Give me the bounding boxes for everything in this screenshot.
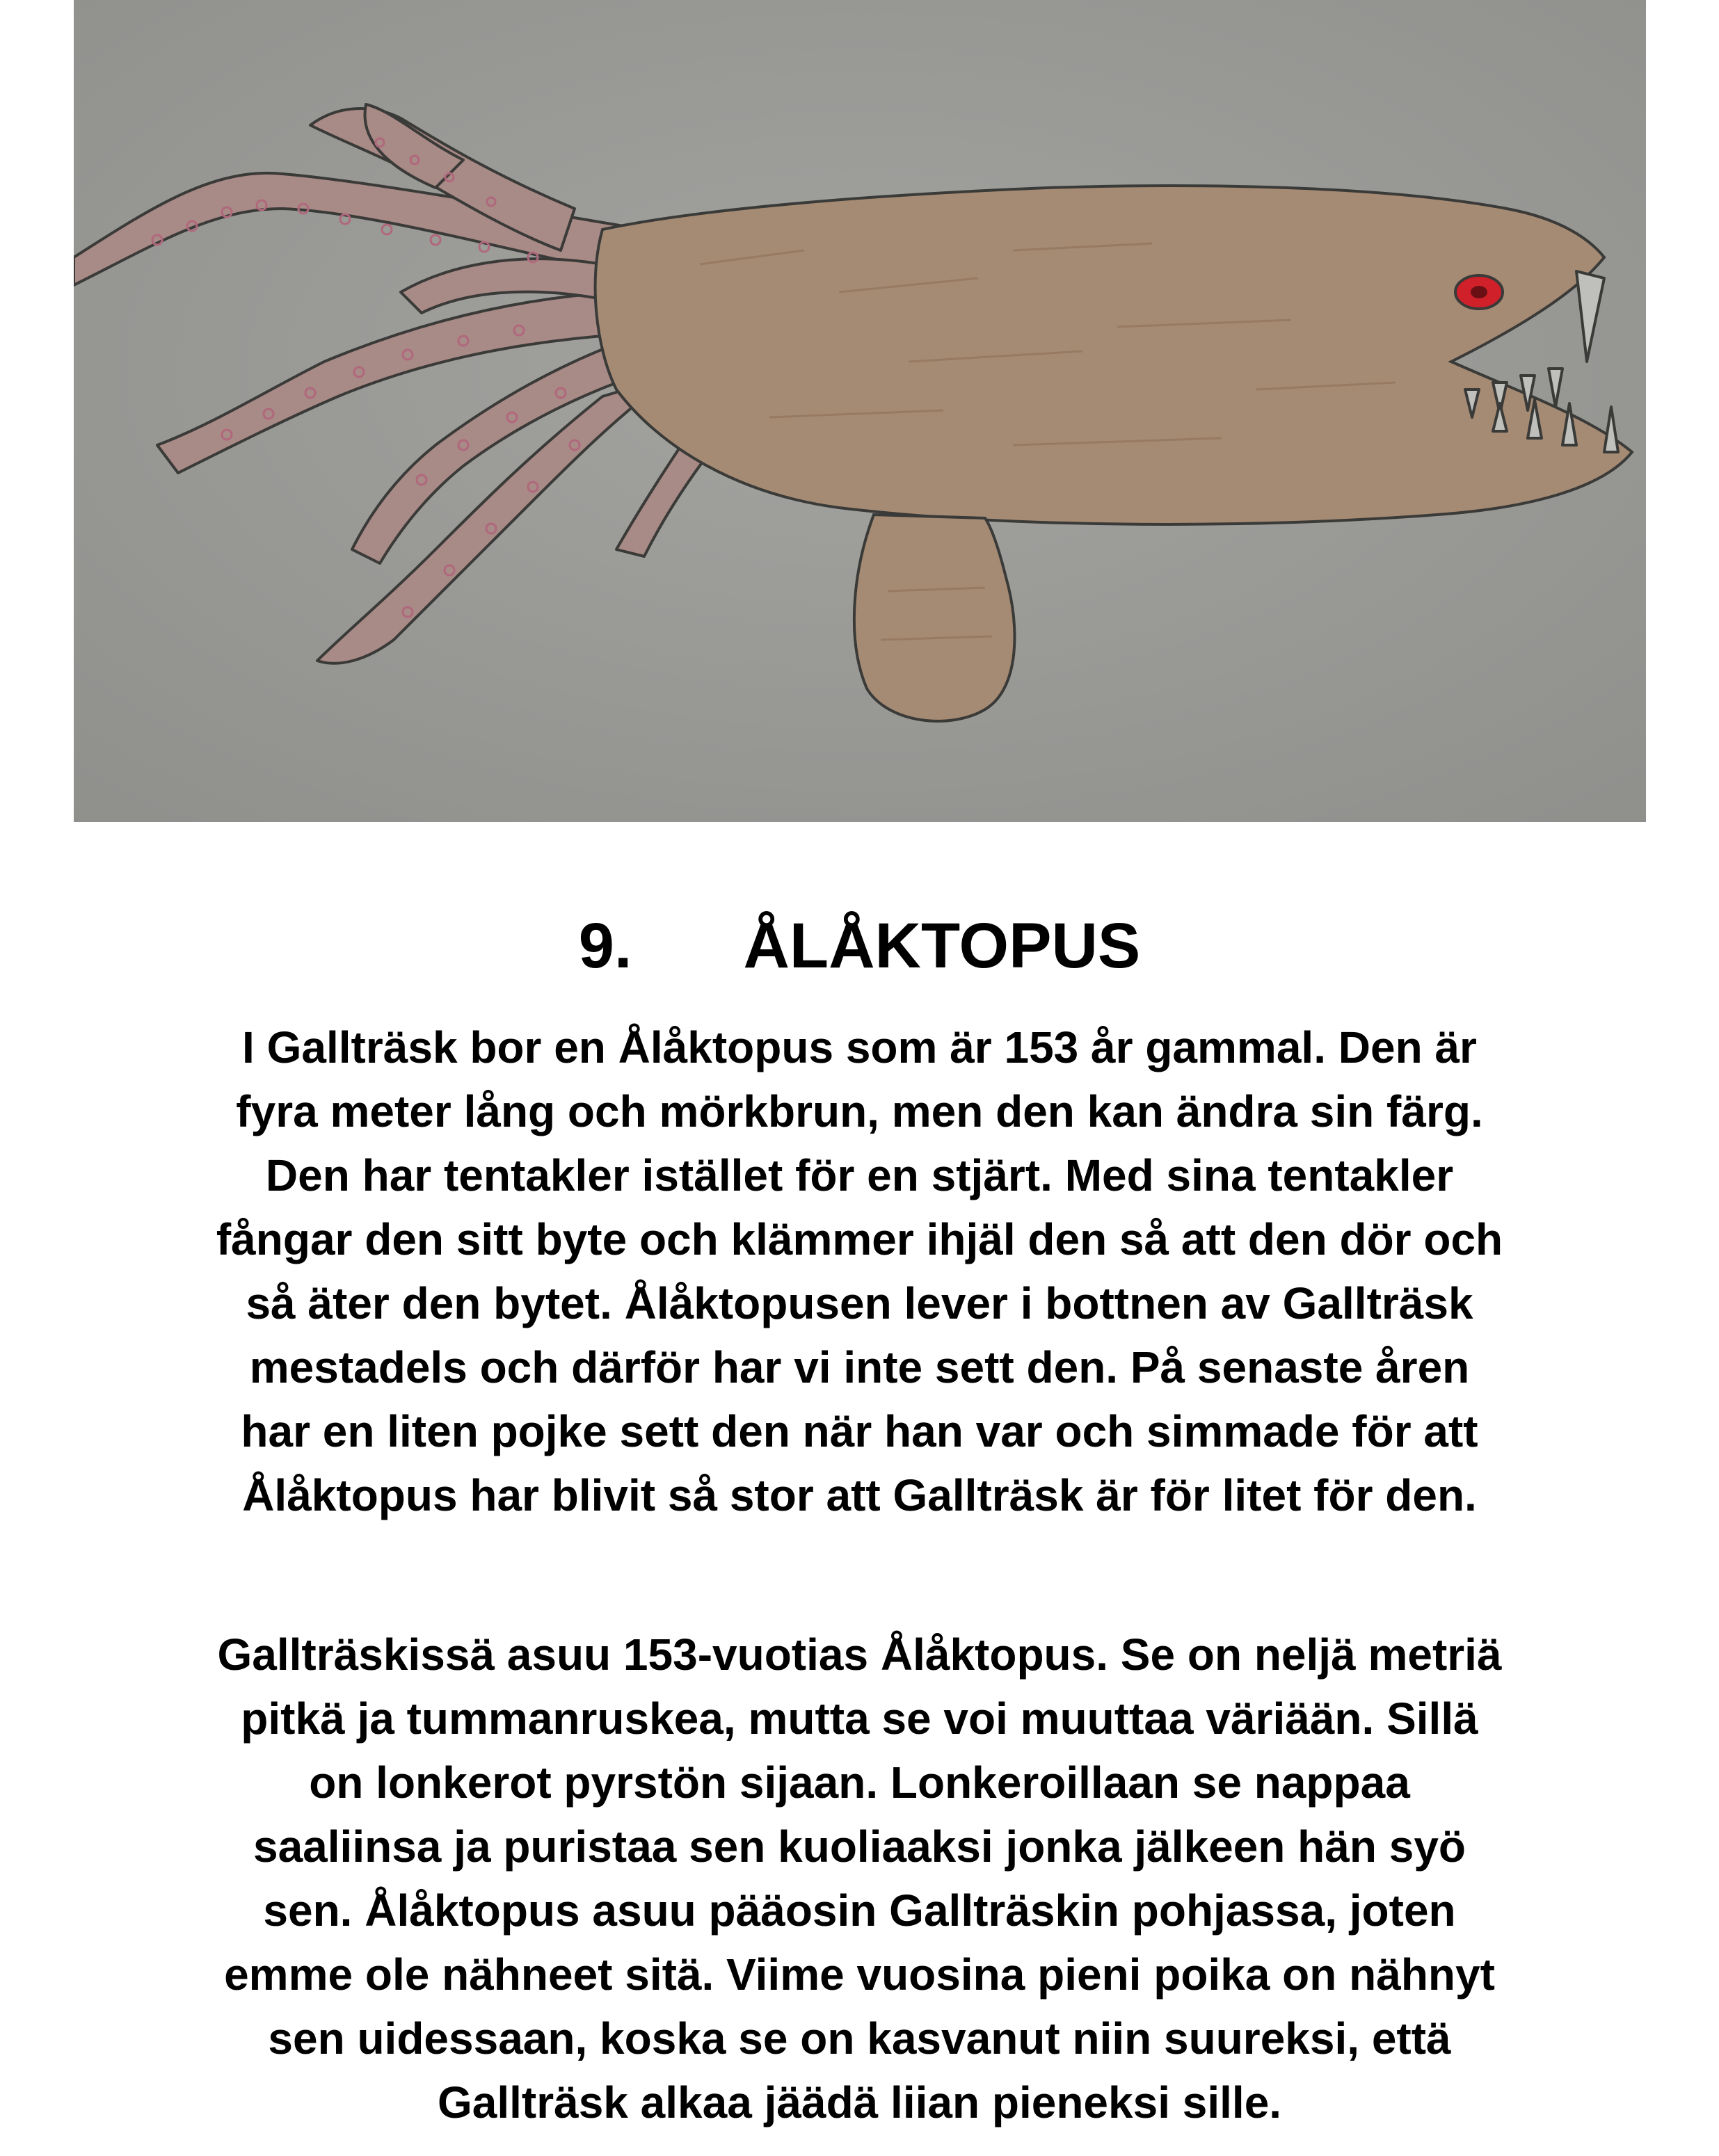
title-number: 9.	[578, 910, 632, 981]
text-line: har en liten pojke sett den när han var och simmade för att	[241, 1406, 1478, 1456]
creature-illustration	[74, 0, 1646, 822]
text-line: pitkä ja tummanruskea, mutta se voi muuttaa väriään. Sillä	[241, 1694, 1478, 1744]
text-line: fångar den sitt byte och klämmer ihjäl den så att den dör och	[216, 1214, 1503, 1264]
creature-eye	[1455, 275, 1503, 309]
text-line: Ålåktopus har blivit så stor att Gallträsk är för litet för den.	[242, 1470, 1477, 1520]
page-title	[0, 904, 1719, 988]
text-line: Den har tentakler istället för en stjärt. Med sina tentakler	[265, 1150, 1454, 1200]
finnish-paragraph	[56, 1623, 1663, 2134]
creature-fin	[854, 515, 1015, 721]
text-line: så äter den bytet. Ålåktopusen lever i bottnen av Gallträsk	[246, 1278, 1473, 1328]
text-line: emme ole nähneet sitä. Viime vuosina pieni poika on nähnyt	[224, 1949, 1495, 2000]
text-line: Gallträsk alkaa jäädä liian pieneksi sille.	[437, 2077, 1282, 2127]
text-line: on lonkerot pyrstön sijaan. Lonkeroillaan se nappaa	[309, 1757, 1410, 1808]
title-text: ÅLÅKTOPUS	[743, 910, 1141, 981]
text-line: mestadels och därför har vi inte sett den. På senaste åren	[249, 1342, 1470, 1392]
text-line: saaliinsa ja puristaa sen kuoliaaksi jonka jälkeen hän syö	[253, 1821, 1466, 1872]
text-line: Gallträskissä asuu 153-vuotias Ålåktopus. Se on neljä metriä	[217, 1630, 1502, 1680]
text-line: I Gallträsk bor en Ålåktopus som är 153 år gammal. Den är	[242, 1022, 1477, 1072]
swedish-paragraph	[56, 1015, 1663, 1527]
text-line: sen uidessaan, koska se on kasvanut niin suureksi, että	[268, 2013, 1451, 2064]
text-line: sen. Ålåktopus asuu pääosin Gallträskin pohjassa, joten	[263, 1885, 1456, 1936]
text-line: fyra meter lång och mörkbrun, men den kan ändra sin färg.	[236, 1086, 1483, 1136]
